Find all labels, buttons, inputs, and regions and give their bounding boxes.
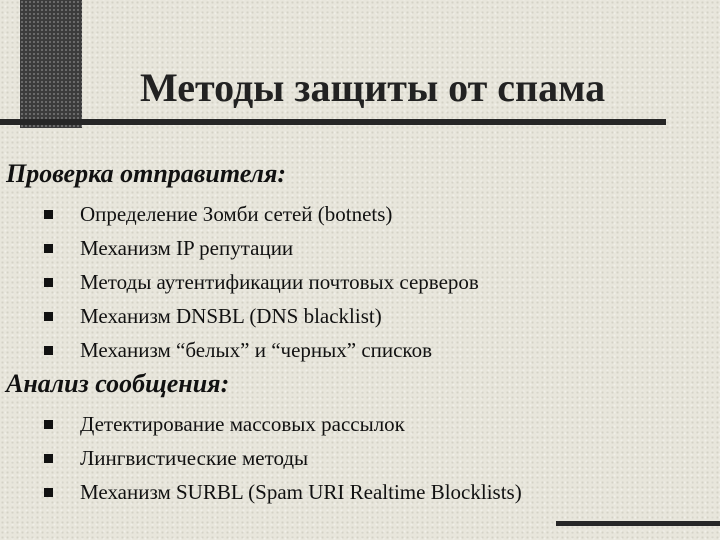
square-bullet-icon	[44, 244, 53, 253]
slide-title: Методы защиты от спама	[140, 65, 606, 110]
square-bullet-icon	[44, 312, 53, 321]
square-bullet-icon	[44, 210, 53, 219]
title-underline-rule	[0, 119, 666, 125]
list-item-text: Механизм IP репутации	[80, 236, 294, 260]
footer-rule	[556, 521, 720, 526]
list-item-text: Детектирование массовых рассылок	[80, 412, 405, 436]
list-item-text: Механизм DNSBL (DNS blacklist)	[80, 304, 382, 328]
square-bullet-icon	[44, 454, 53, 463]
decorative-side-bar	[20, 0, 82, 128]
square-bullet-icon	[44, 278, 53, 287]
list-item-text: Методы аутентификации почтовых серверов	[80, 270, 479, 294]
list-item-text: Определение Зомби сетей (botnets)	[80, 202, 393, 226]
list-item-text: Механизм SURBL (Spam URI Realtime Blocklists)	[80, 480, 522, 504]
square-bullet-icon	[44, 420, 53, 429]
square-bullet-icon	[44, 346, 53, 355]
list-item-text: Механизм “белых” и “черных” списков	[80, 338, 432, 362]
section-heading-message-analysis: Анализ сообщения:	[6, 369, 230, 398]
section-heading-sender-check: Проверка отправителя:	[6, 159, 287, 188]
square-bullet-icon	[44, 488, 53, 497]
list-item-text: Лингвистические методы	[80, 446, 309, 470]
